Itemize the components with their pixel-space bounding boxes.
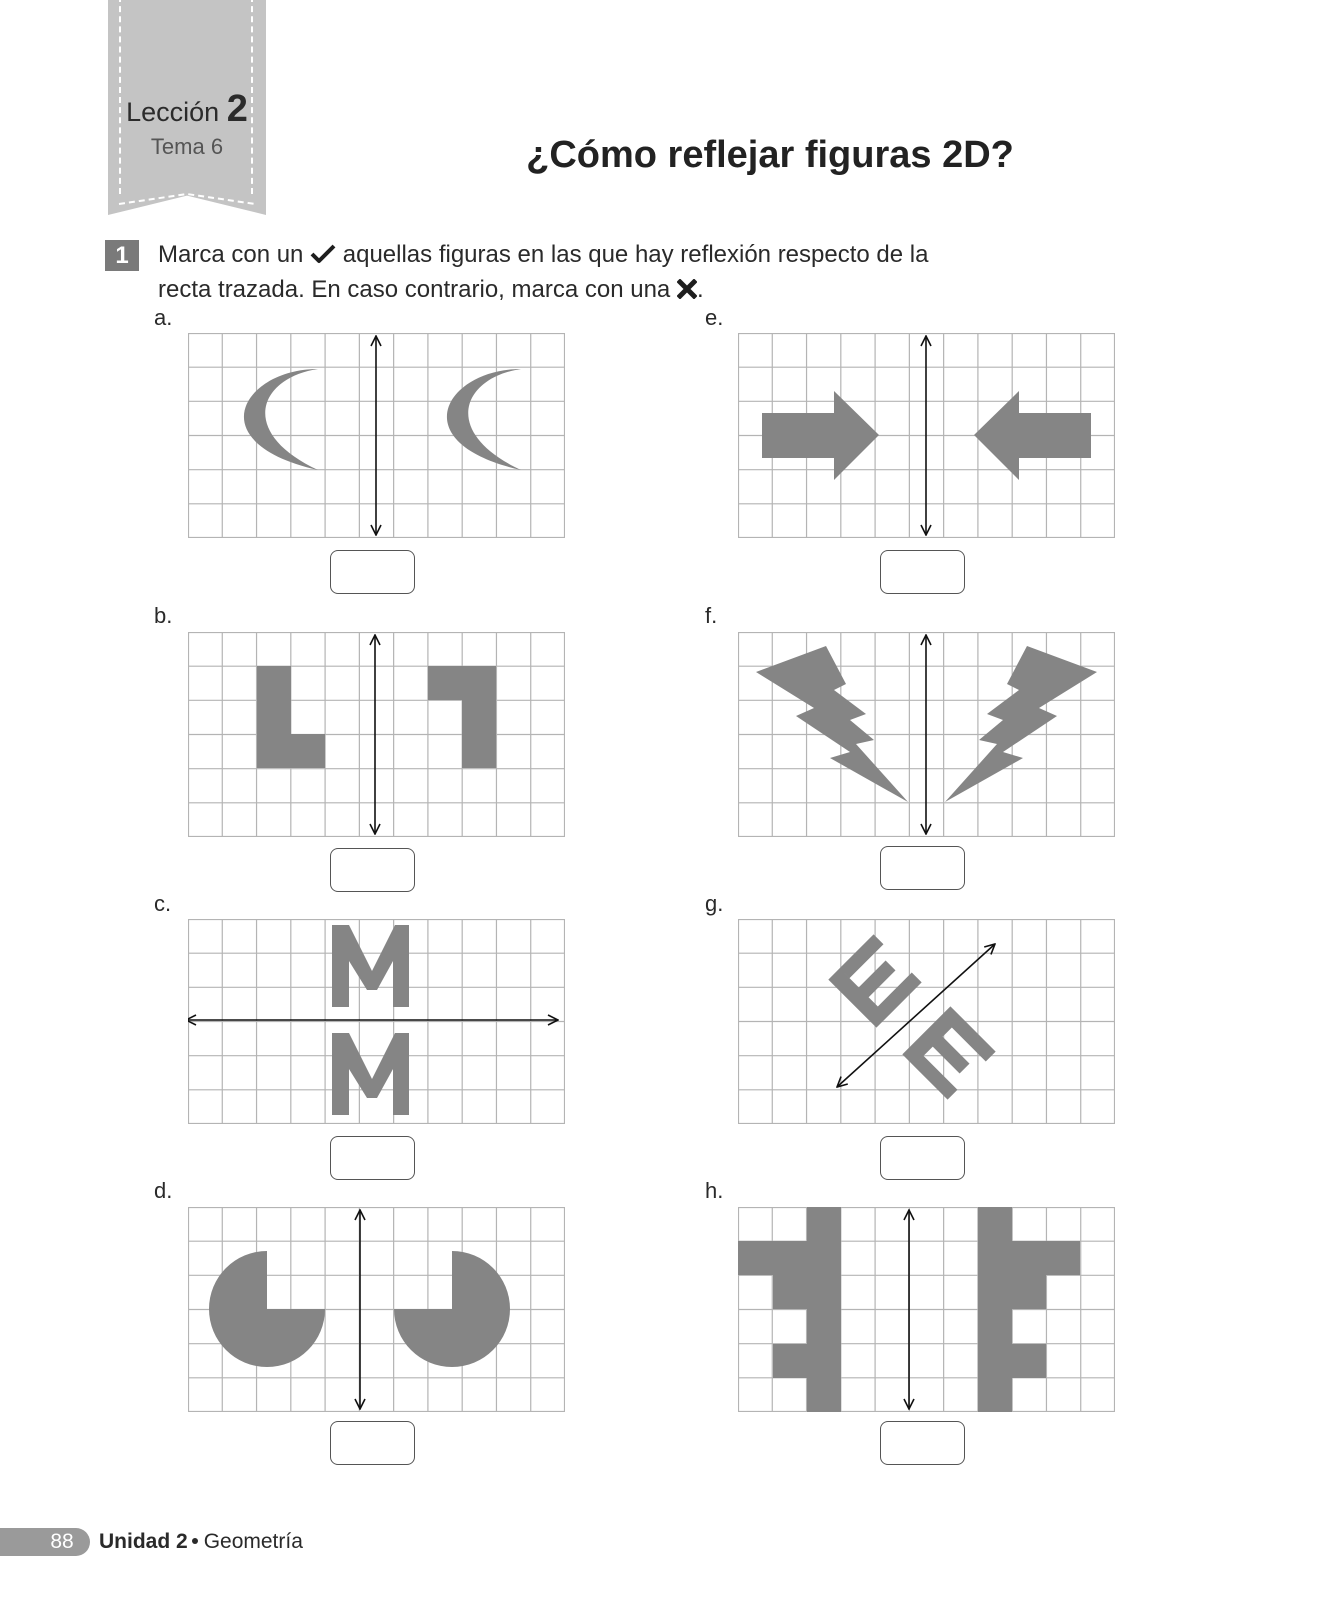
- arrow-left-shape: [974, 391, 1091, 480]
- letter-e-shape: [902, 1006, 995, 1099]
- pacman-shape: [394, 1251, 510, 1367]
- lesson-number: 2: [226, 88, 248, 130]
- crescent-shape: [447, 369, 521, 470]
- instruction-text: aquellas figuras en las que hay reflexión respecto de la: [342, 241, 929, 268]
- letter-e-shape: [828, 934, 921, 1027]
- l-shape: [257, 666, 325, 768]
- figure-d: [188, 1207, 565, 1412]
- answer-box-g[interactable]: [880, 1136, 965, 1180]
- ribbon-bottom-stitching: [108, 190, 266, 220]
- instruction-text: .: [696, 276, 704, 303]
- item-label-d: d.: [154, 1178, 173, 1203]
- item-label-h: h.: [705, 1178, 724, 1203]
- item-label-b: b.: [154, 603, 173, 628]
- figure-e: [738, 333, 1115, 538]
- answer-box-a[interactable]: [330, 550, 415, 594]
- item-label-a: a.: [154, 305, 173, 330]
- figure-g: [738, 919, 1115, 1124]
- pacman-shape: [209, 1251, 325, 1367]
- page-title: ¿Cómo reflejar figuras 2D?: [526, 134, 1014, 176]
- lightning-bolt-shape: [945, 646, 1097, 802]
- lesson-word: Lección: [126, 97, 220, 127]
- answer-box-h[interactable]: [880, 1421, 965, 1465]
- item-label-g: g.: [705, 891, 724, 916]
- crescent-shape: [244, 369, 318, 470]
- unit-label: [99, 1528, 303, 1556]
- item-label-c: c.: [154, 891, 172, 916]
- item-label-f: f.: [705, 603, 718, 628]
- answer-box-d[interactable]: [330, 1421, 415, 1465]
- question-number: 1: [105, 240, 139, 271]
- lesson-label: [108, 88, 266, 131]
- page-number: 88: [50, 1530, 74, 1553]
- instruction-text: Marca con un: [158, 241, 304, 268]
- answer-box-c[interactable]: [330, 1136, 415, 1180]
- question-instructions: [158, 237, 1038, 307]
- letter-m-shape: [332, 925, 409, 1007]
- answer-box-b[interactable]: [330, 848, 415, 892]
- arrow-right-shape: [762, 391, 879, 480]
- grid: [188, 632, 565, 837]
- letter-m-shape: [332, 1033, 409, 1115]
- answer-box-e[interactable]: [880, 550, 965, 594]
- check-mark-icon: [310, 244, 336, 264]
- item-label-e: e.: [705, 305, 724, 330]
- answer-box-f[interactable]: [880, 846, 965, 890]
- lightning-bolt-shape: [756, 646, 908, 802]
- l-shape-rotated: [428, 666, 496, 768]
- figure-b: [188, 632, 565, 837]
- grid: [738, 1207, 1115, 1412]
- figure-a: [188, 333, 565, 538]
- figure-f: [738, 632, 1115, 837]
- grid: [738, 919, 1115, 1124]
- figure-h: [738, 1207, 1115, 1412]
- figure-c: [188, 919, 565, 1124]
- x-mark-icon: [677, 279, 697, 299]
- topic-label: Tema 6: [150, 134, 224, 159]
- instruction-text: recta trazada. En caso contrario, marca con una: [158, 276, 671, 303]
- unit-name: Unidad 2: [99, 1530, 188, 1553]
- unit-subject: Geometría: [203, 1530, 303, 1553]
